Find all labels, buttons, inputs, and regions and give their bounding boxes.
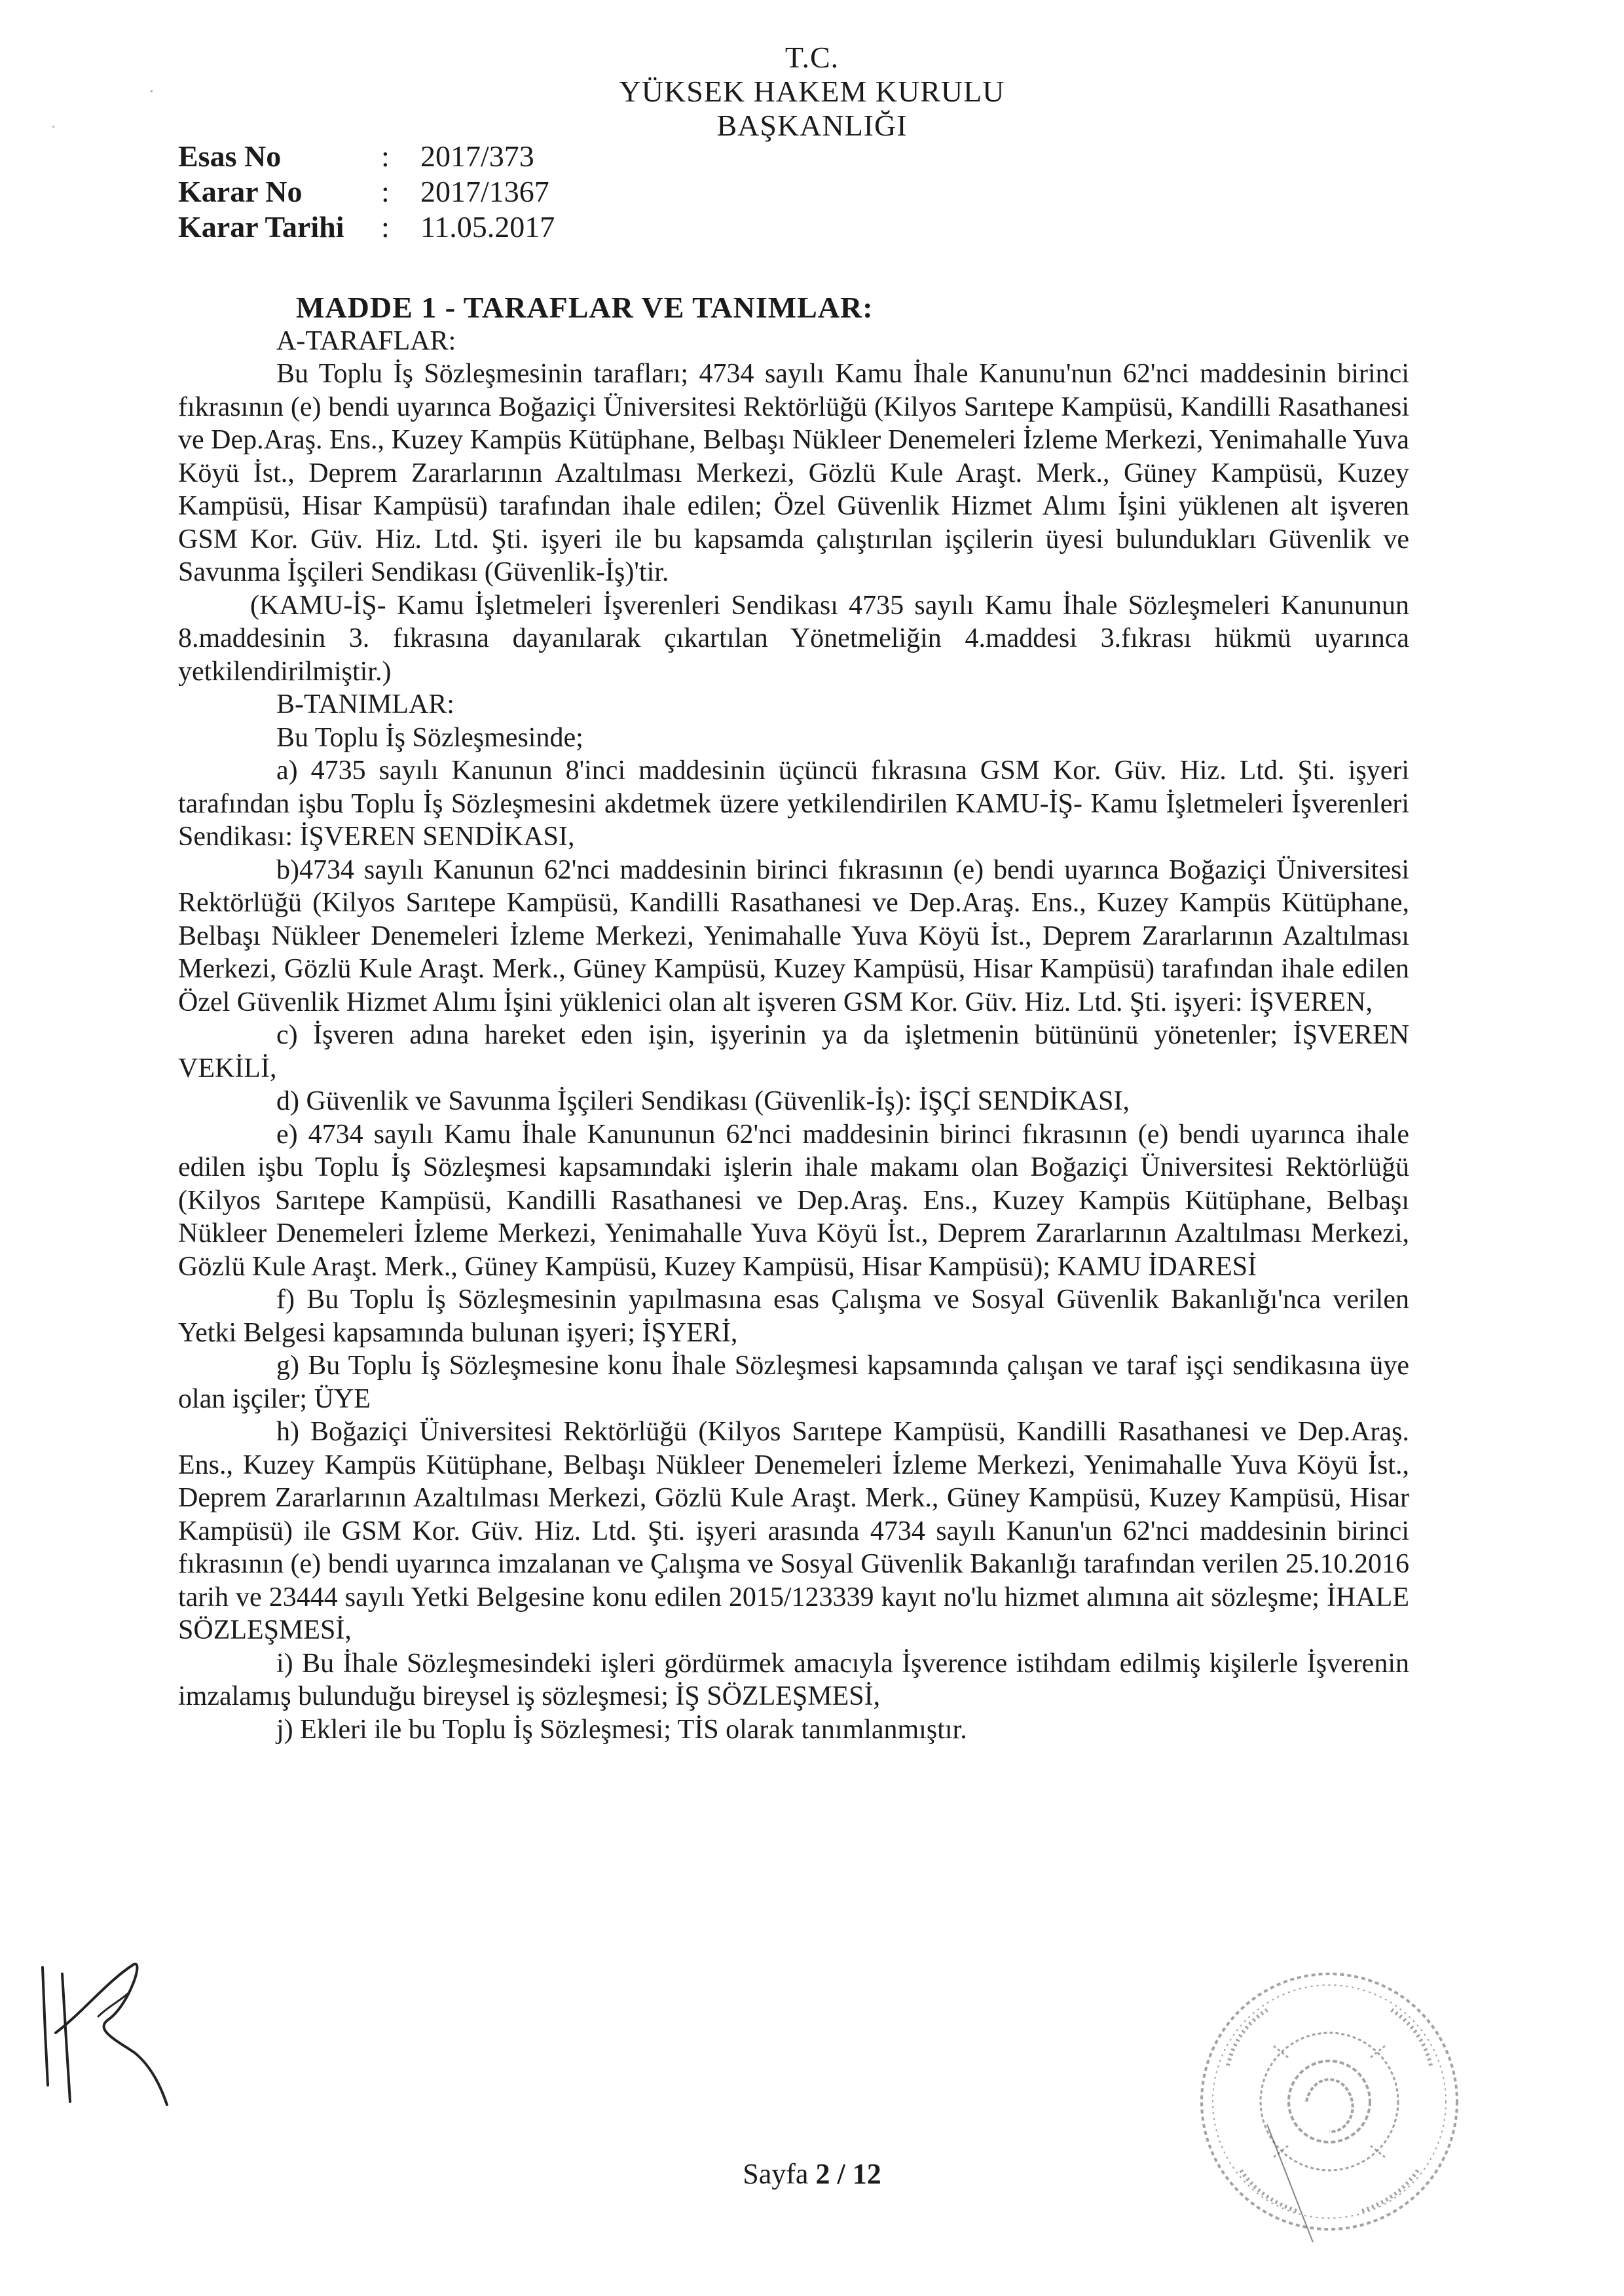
- definition-item: e) 4734 sayılı Kamu İhale Kanununun 62'nci maddesinin birinci fıkrasının (e) bendi uyarınca ihale edilen işbu Toplu İş Sözleşmesi kapsamındaki işlerin ihale makamı olan Boğaziçi Üniversitesi Rektörlüğü (Kilyos Sarıtepe Kampüsü, Kandilli Rasathanesi ve Dep.Araş. Ens., Kuzey Kampüs Kütüphane, Belbaşı Nükleer Denemeleri İzleme Merkezi, Yenimahalle Yuva Köyü İst., Deprem Zararlarının Azaltılması Merkezi, Gözlü Kule Araşt. Merk., Güney Kampüsü, Kuzey Kampüsü, Hisar Kampüsü); KAMU İDARESİ: [178, 1119, 1409, 1282]
- section-a-note: (KAMU-İŞ- Kamu İşletmeleri İşverenleri Sendikası 4735 sayılı Kamu İhale Sözleşmeleri Kanununun 8.maddesinin 3. fıkrasına dayanılarak çıkartılan Yönetmeliğin 4.maddesi 3.fıkrası hükmü uyarınca yetkilendirilmiştir.): [178, 590, 1409, 687]
- case-info-colon: :: [381, 175, 390, 208]
- definition-item: b)4734 sayılı Kanunun 62'nci maddesinin birinci fıkrasının (e) bendi uyarınca Boğaziçi Üniversitesi Rektörlüğü (Kilyos Sarıtepe Kampüsü, Kandilli Rasathanesi ve Dep.Araş. Ens., Kuzey Kampüs Kütüphane, Belbaşı Nükleer Denemeleri İzleme Merkezi, Yenimahalle Yuva Köyü İst., Deprem Zararlarının Azaltılması Merkezi, Gözlü Kule Araşt. Merk., Güney Kampüsü, Kuzey Kampüsü, Hisar Kampüsü) tarafından ihale edilen Özel Güvenlik Hizmet Alımı İşini yüklenici olan alt işveren GSM Kor. Güv. Hiz. Ltd. Şti. işyeri: İŞVEREN,: [178, 854, 1409, 1017]
- case-info-value: 2017/373: [420, 139, 534, 173]
- definition-item: c) İşveren adına hareket eden işin, işyerinin ya da işletmenin bütününü yönetenler; İŞVEREN VEKİLİ,: [178, 1020, 1409, 1084]
- header-institution: YÜKSEK HAKEM KURULU: [619, 75, 1005, 108]
- definition-item: i) Bu İhale Sözleşmesindeki işleri gördürmek amacıyla İşverence istihdam edilmiş kişilerle İşverenin imzalamış bulunduğu bireysel iş sözleşmesi; İŞ SÖZLEŞMESİ,: [178, 1648, 1409, 1711]
- case-info-row: [178, 139, 555, 174]
- case-info-key: Karar No: [178, 175, 303, 208]
- document-body: [178, 291, 1409, 1746]
- definition-item: d) Güvenlik ve Savunma İşçileri Sendikası (Güvenlik-İş): İŞÇİ SENDİKASI,: [276, 1086, 1130, 1116]
- case-info-key: Esas No: [178, 139, 282, 173]
- case-info-row: [178, 210, 555, 245]
- case-info-key: Karar Tarihi: [178, 210, 344, 244]
- official-seal-stamp: [1189, 1961, 1470, 2242]
- definition-item: g) Bu Toplu İş Sözleşmesine konu İhale Sözleşmesi kapsamında çalışan ve taraf işçi sendikasına üye olan işçiler; ÜYE: [178, 1351, 1409, 1414]
- case-info-colon: :: [381, 210, 390, 244]
- handwritten-initials: [36, 1954, 174, 2108]
- case-info-row: [178, 174, 555, 210]
- header-tc: T.C.: [784, 41, 840, 74]
- page-number-prefix: Sayfa: [743, 2158, 816, 2190]
- definition-item: h) Boğaziçi Üniversitesi Rektörlüğü (Kilyos Sarıtepe Kampüsü, Kandilli Rasathanesi ve Dep.Araş. Ens., Kuzey Kampüs Kütüphane, Belbaşı Nükleer Denemeleri İzleme Merkezi, Yenimahalle Yuva Köyü İst., Deprem Zararlarının Azaltılması Merkezi, Gözlü Kule Araşt. Merk., Güney Kampüsü, Kuzey Kampüsü, Hisar Kampüsü) ile GSM Kor. Güv. Hiz. Ltd. Şti. işyeri arasında 4734 sayılı Kanun'un 62'nci maddesinin birinci fıkrasının (e) bendi uyarınca imzalanan ve Çalışma ve Sosyal Güvenlik Bakanlığı tarafından verilen 25.10.2016 tarih ve 23444 sayılı Yetki Belgesine konu edilen 2015/123339 kayıt no'lu hizmet alımına ait sözleşme; İHALE SÖZLEŞMESİ,: [178, 1417, 1409, 1645]
- page-footer: [0, 2157, 1624, 2191]
- section-b-intro: Bu Toplu İş Sözleşmesinde;: [276, 722, 583, 753]
- definition-item: f) Bu Toplu İş Sözleşmesinin yapılmasına esas Çalışma ve Sosyal Güvenlik Bakanlığı'nca verilen Yetki Belgesi kapsamında bulunan işyeri; İŞYERİ,: [178, 1285, 1409, 1348]
- definition-item: a) 4735 sayılı Kanunun 8'inci maddesinin üçüncü fıkrasına GSM Kor. Güv. Hiz. Ltd. Şti. işyeri tarafından işbu Toplu İş Sözleşmesini akdetmek üzere yetkilendirilen KAMU-İŞ- Kamu İşletmeleri İşverenleri Sendikası: İŞVEREN SENDİKASI,: [178, 756, 1409, 852]
- definition-item: j) Ekleri ile bu Toplu İş Sözleşmesi; TİS olarak tanımlanmıştır.: [276, 1714, 967, 1745]
- article-title: MADDE 1 - TARAFLAR VE TANIMLAR:: [296, 291, 874, 324]
- case-info-colon: :: [381, 139, 390, 173]
- section-a-title: A-TARAFLAR:: [276, 325, 456, 356]
- case-info: [178, 139, 555, 245]
- header-presidency: BAŞKANLIĞI: [716, 109, 908, 142]
- page-number: 2 / 12: [815, 2158, 881, 2190]
- section-a-paragraph: Bu Toplu İş Sözleşmesinin tarafları; 4734 sayılı Kamu İhale Kanunu'nun 62'nci maddesinin birinci fıkrasının (e) bendi uyarınca Boğaziçi Üniversitesi Rektörlüğü (Kilyos Sarıtepe Kampüsü, Kandilli Rasathanesi ve Dep.Araş. Ens., Kuzey Kampüs Kütüphane, Belbaşı Nükleer Denemeleri İzleme Merkezi, Yenimahalle Yuva Köyü İst., Deprem Zararlarının Azaltılması Merkezi, Gözlü Kule Araşt. Merk., Güney Kampüsü, Kuzey Kampüsü, Hisar Kampüsü) tarafından ihale edilen; Özel Güvenlik Hizmet Alımı İşini yüklenen alt işveren GSM Kor. Güv. Hiz. Ltd. Şti. işyeri ile bu kapsamda çalıştırılan işçilerin üyesi bulundukları Güvenlik ve Savunma İşçileri Sendikası (Güvenlik-İş)'tir.: [178, 359, 1409, 587]
- case-info-value: 11.05.2017: [420, 210, 555, 244]
- case-info-value: 2017/1367: [420, 175, 549, 208]
- section-b-title: B-TANIMLAR:: [276, 689, 454, 720]
